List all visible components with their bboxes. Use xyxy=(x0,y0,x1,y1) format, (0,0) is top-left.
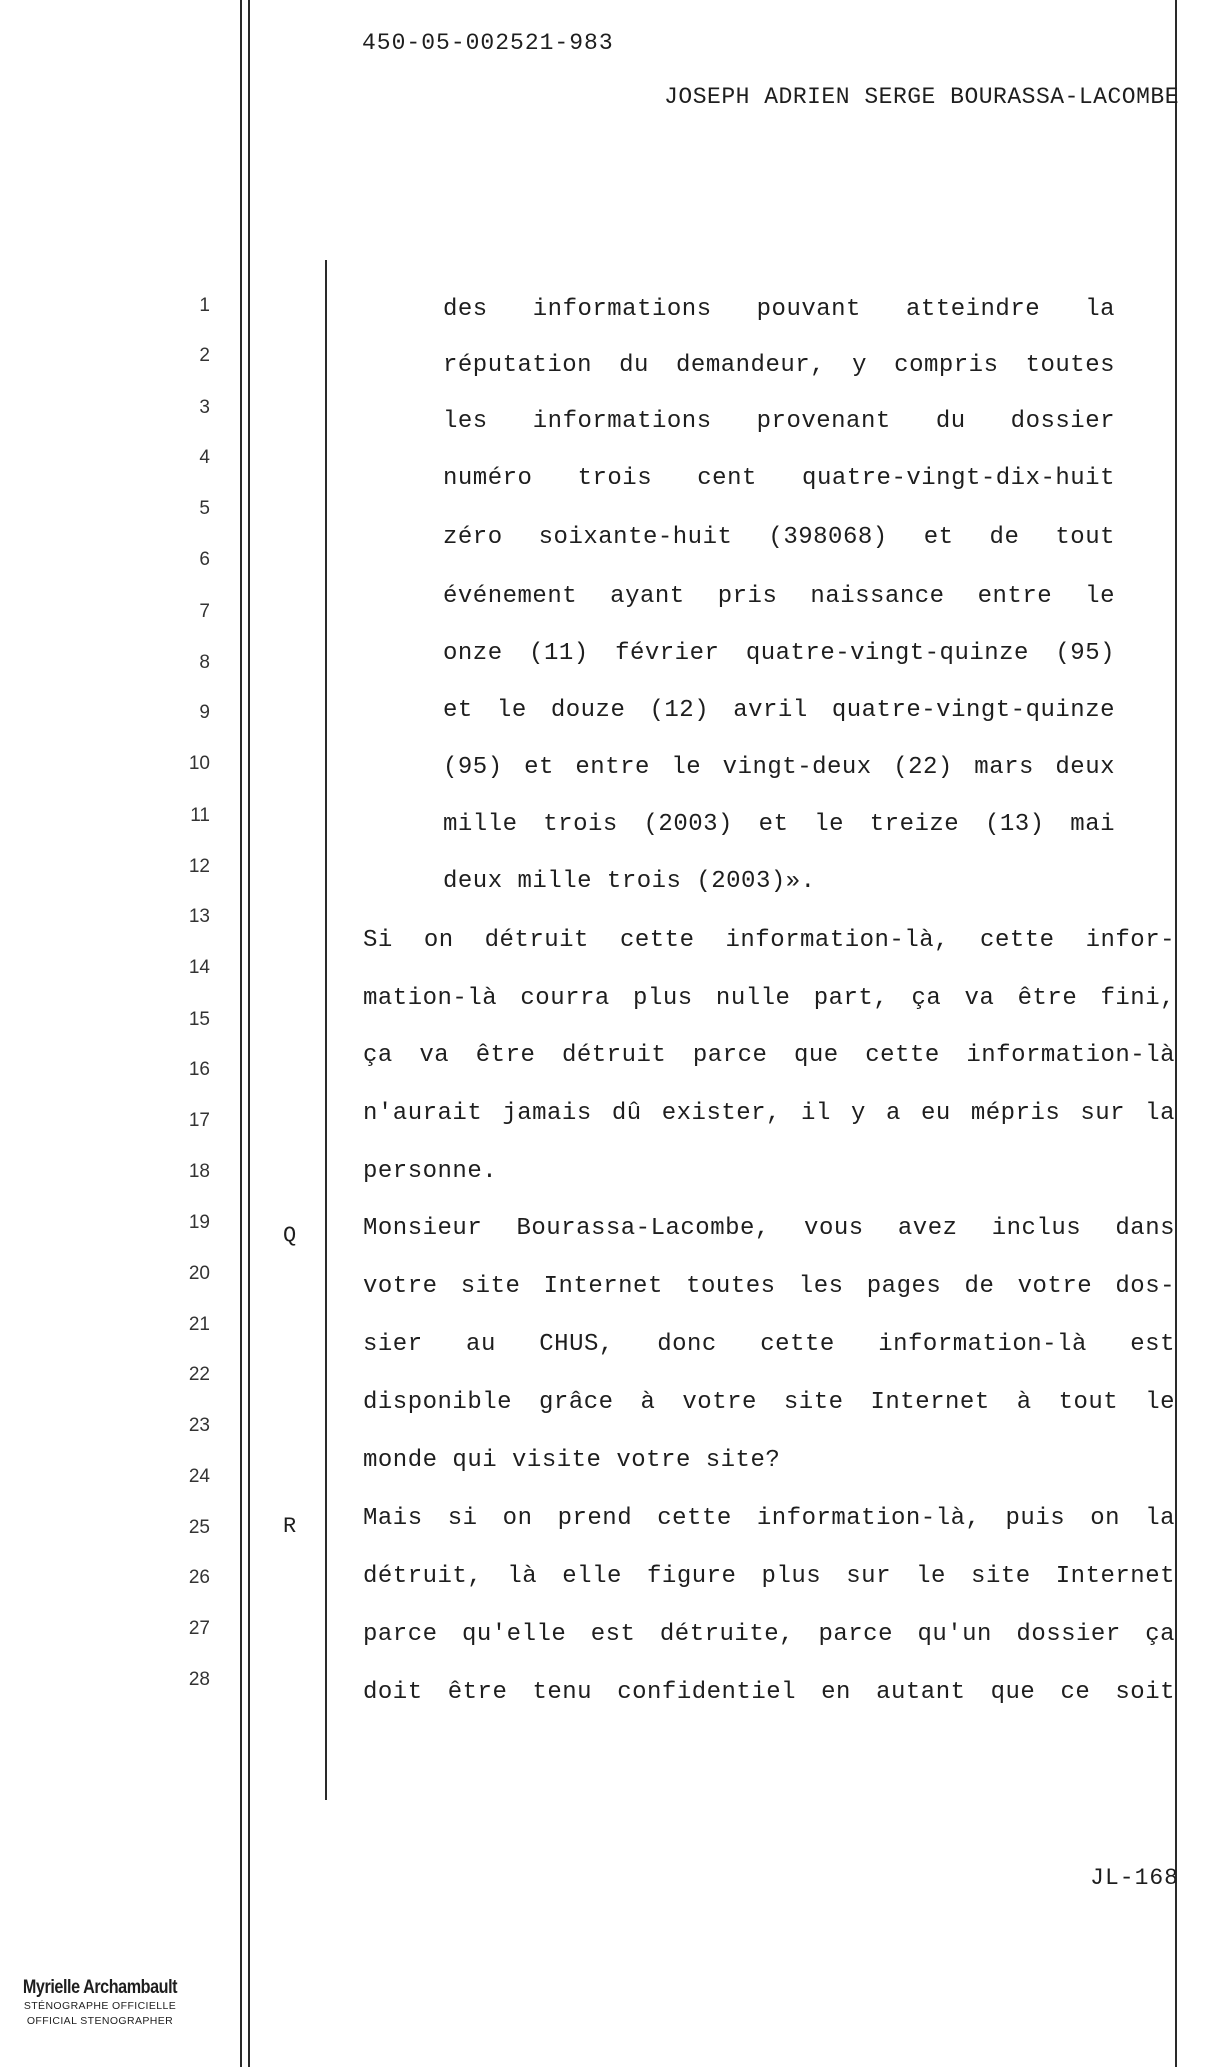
line-number: 9 xyxy=(199,702,210,723)
transcript-line: personne. xyxy=(363,1158,498,1185)
stenographer-title-fr: STÉNOGRAPHE OFFICIELLE xyxy=(23,2000,177,2012)
transcript-line: Monsieur Bourassa-Lacombe, vous avez inclus dans xyxy=(363,1215,1175,1242)
qa-column-rule xyxy=(325,260,327,1800)
answer-marker: R xyxy=(283,1514,297,1539)
transcript-line: onze (11) février quatre-vingt-quinze (95) xyxy=(443,640,1115,667)
line-number: 24 xyxy=(188,1466,210,1487)
transcript-line: numéro trois cent quatre-vingt-dix-huit xyxy=(443,465,1115,492)
transcript-line: mation-là courra plus nulle part, ça va être fini, xyxy=(363,985,1175,1012)
line-number: 26 xyxy=(188,1567,210,1588)
transcript-line: des informations pouvant atteindre la xyxy=(443,296,1115,323)
line-number: 22 xyxy=(188,1364,210,1385)
transcript-line: réputation du demandeur, y compris toutes xyxy=(443,352,1115,379)
line-number: 17 xyxy=(188,1110,210,1131)
transcript-line: ça va être détruit parce que cette information-là xyxy=(363,1042,1175,1069)
right-margin-rule xyxy=(1175,0,1177,2067)
line-number: 23 xyxy=(188,1415,210,1436)
line-number: 27 xyxy=(188,1618,210,1639)
page-code: JL-168 xyxy=(1090,1865,1179,1891)
line-number: 4 xyxy=(199,447,210,468)
transcript-line: Mais si on prend cette information-là, puis on la xyxy=(363,1505,1175,1532)
stenographer-name: Myrielle Archambault xyxy=(22,1977,178,1998)
transcript-line: zéro soixante-huit (398068) et de tout xyxy=(443,524,1115,551)
transcript-line: et le douze (12) avril quatre-vingt-quinze xyxy=(443,697,1115,724)
line-number: 2 xyxy=(199,345,210,366)
line-number: 11 xyxy=(190,805,210,826)
transcript-line: monde qui visite votre site? xyxy=(363,1447,781,1474)
transcript-line: deux mille trois (2003)». xyxy=(443,868,816,895)
transcript-line: disponible grâce à votre site Internet à tout le xyxy=(363,1389,1175,1416)
question-marker: Q xyxy=(283,1223,297,1248)
stenographer-title-en: OFFICIAL STENOGRAPHER xyxy=(26,2015,174,2027)
line-number: 21 xyxy=(188,1314,210,1335)
line-number: 13 xyxy=(188,906,210,927)
line-number: 5 xyxy=(199,498,210,519)
line-number: 28 xyxy=(188,1669,210,1690)
transcript-line: Si on détruit cette information-là, cette infor- xyxy=(363,927,1175,954)
line-number: 12 xyxy=(188,856,210,877)
transcript-line: parce qu'elle est détruite, parce qu'un dossier ça xyxy=(363,1621,1175,1648)
transcript-line: mille trois (2003) et le treize (13) mai xyxy=(443,811,1115,838)
transcript-line: votre site Internet toutes les pages de votre dos- xyxy=(363,1273,1175,1300)
line-number: 14 xyxy=(188,957,210,978)
line-number: 25 xyxy=(188,1517,210,1538)
witness-name: JOSEPH ADRIEN SERGE BOURASSA-LACOMBE xyxy=(664,84,1179,110)
transcript-line: détruit, là elle figure plus sur le site Internet xyxy=(363,1563,1175,1590)
line-number: 19 xyxy=(188,1212,210,1233)
left-margin-rule-inner xyxy=(248,0,250,2067)
case-number: 450-05-002521-983 xyxy=(362,30,614,56)
line-number: 16 xyxy=(188,1059,210,1080)
transcript-line: n'aurait jamais dû exister, il y a eu mépris sur la xyxy=(363,1100,1175,1127)
line-number: 6 xyxy=(199,549,210,570)
transcript-line: doit être tenu confidentiel en autant que ce soit xyxy=(363,1679,1175,1706)
line-number: 15 xyxy=(188,1009,210,1030)
transcript-line: événement ayant pris naissance entre le xyxy=(443,583,1115,610)
transcript-line: sier au CHUS, donc cette information-là est xyxy=(363,1331,1175,1358)
line-number: 1 xyxy=(199,295,210,316)
line-number: 8 xyxy=(199,652,210,673)
transcript-line: les informations provenant du dossier xyxy=(443,408,1115,435)
stenographer-stamp xyxy=(0,1977,200,2029)
line-number: 10 xyxy=(188,753,210,774)
line-number: 3 xyxy=(199,397,210,418)
transcript-line: (95) et entre le vingt-deux (22) mars deux xyxy=(443,754,1115,781)
left-margin-rule-outer xyxy=(240,0,242,2067)
line-number: 20 xyxy=(188,1263,210,1284)
line-number: 18 xyxy=(188,1161,210,1182)
line-number: 7 xyxy=(199,601,210,622)
